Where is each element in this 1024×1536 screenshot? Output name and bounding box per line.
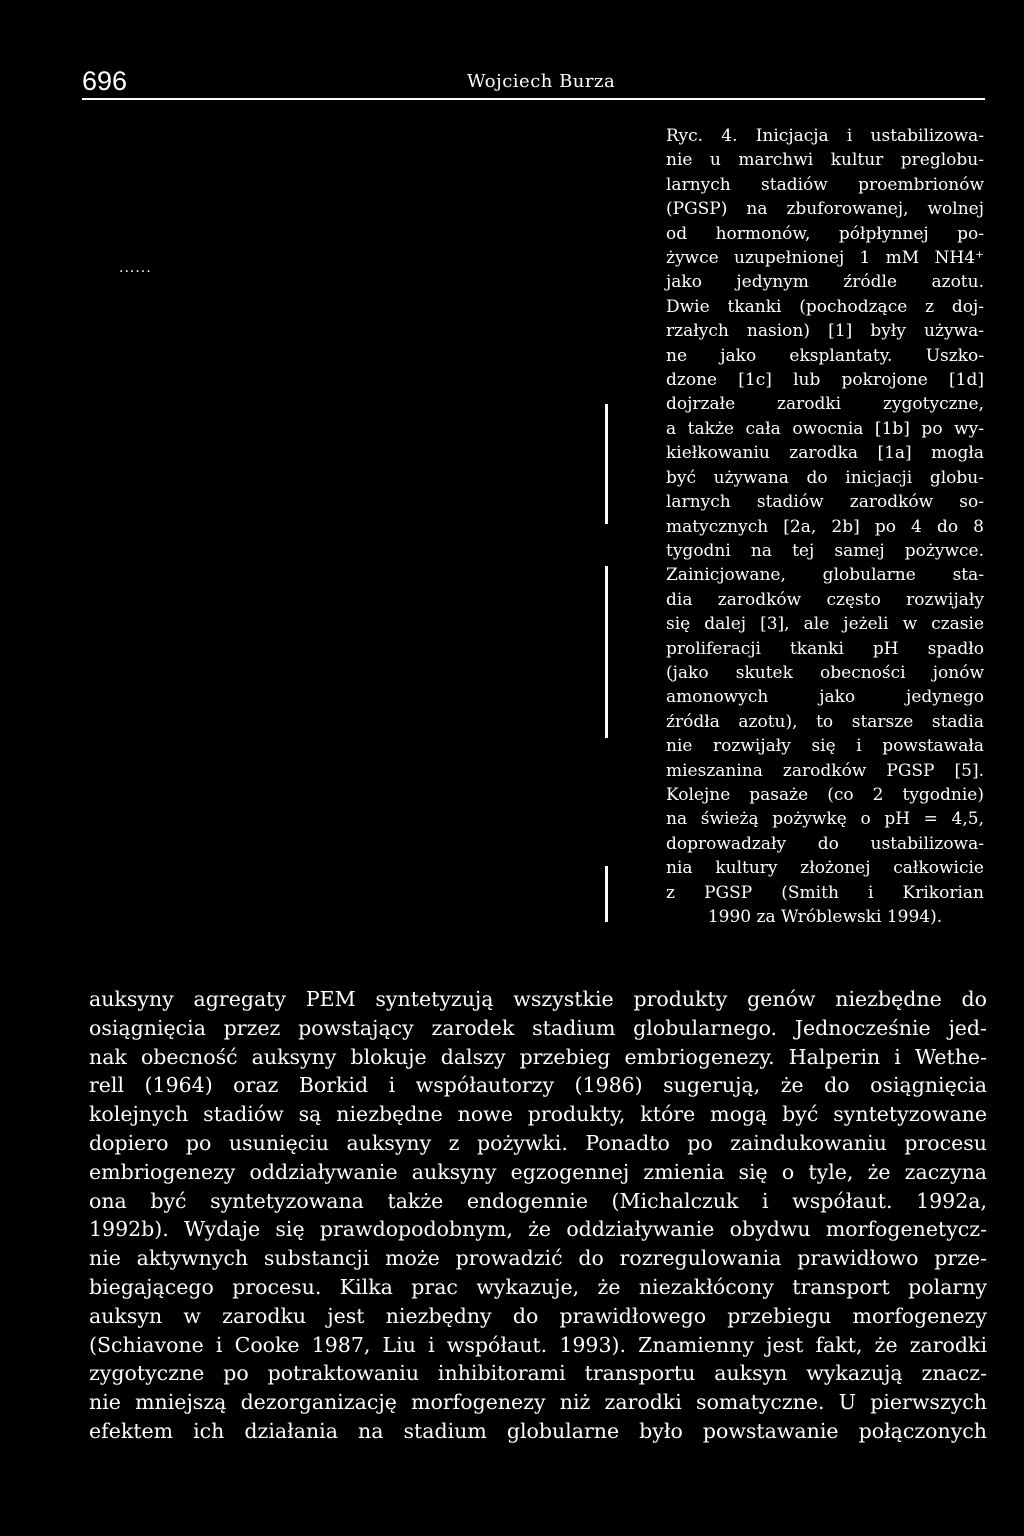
body-line: nie mniejszą dezorganizację morfogenezy niż zarodki somatyczne. U pierwszych: [89, 1390, 987, 1415]
caption-line: nie rozwijały się i powstawała: [666, 736, 984, 757]
caption-line: być używana do inicjacji globu-: [666, 467, 984, 488]
figure-placeholder-dots: ......: [119, 260, 152, 276]
body-line: 1992b). Wydaje się prawdopodobnym, że oddziaływanie obydwu morfogenetycz-: [89, 1217, 987, 1242]
body-line: (Schiavone i Cooke 1987, Liu i współaut. 1993). Znamienny jest fakt, że zarodki: [89, 1332, 987, 1357]
caption-line: na świeżą pożywkę o pH = 4,5,: [666, 809, 984, 830]
caption-line: Kolejne pasaże (co 2 tygodnie): [666, 784, 984, 805]
caption-line: 1990 za Wróblewski 1994).: [707, 907, 943, 927]
caption-line: źródła azotu), to starsze stadia: [666, 711, 984, 732]
caption-line: (PGSP) na zbuforowanej, wolnej: [666, 199, 984, 220]
margin-marker: [605, 404, 608, 524]
page-number: 696: [82, 66, 128, 96]
caption-line: proliferacji tkanki pH spadło: [666, 638, 984, 659]
caption-line: dia zarodków często rozwijały: [666, 589, 984, 610]
caption-line: się dalej [3], ale jeżeli w czasie: [666, 614, 984, 635]
body-paragraph: [89, 985, 987, 1446]
body-line: efektem ich działania na stadium globularne było powstawanie połączonych: [89, 1418, 987, 1443]
body-line: nie aktywnych substancji może prowadzić do rozregulowania prawidłowo prze-: [89, 1246, 987, 1271]
caption-line: Ryc. 4. Inicjacja i ustabilizowa-: [666, 126, 984, 146]
running-head: Wojciech Burza: [467, 71, 616, 92]
body-line: nak obecność auksyny blokuje dalszy przebieg embriogenezy. Halperin i Wethe-: [89, 1044, 987, 1069]
body-line: kolejnych stadiów są niezbędne nowe produkty, które mogą być syntetyzowane: [89, 1102, 987, 1127]
body-line: osiągnięcia przez powstający zarodek stadium globularnego. Jednocześnie jed-: [89, 1015, 987, 1040]
body-line: ona być syntetyzowana także endogennie (Michalczuk i współaut. 1992a,: [89, 1188, 987, 1213]
caption-line: dojrzałe zarodki zygotyczne,: [666, 394, 984, 415]
caption-line: a także cała owocnia [1b] po wy-: [666, 418, 984, 439]
caption-line: larnych stadiów zarodków so-: [666, 492, 984, 513]
caption-line: jako jedynym źródle azotu.: [666, 272, 984, 293]
body-line: auksyny agregaty PEM syntetyzują wszystkie produkty genów niezbędne do: [89, 987, 987, 1011]
caption-line: Zainicjowane, globularne sta-: [666, 565, 984, 586]
caption-line: nie u marchwi kultur preglobu-: [666, 150, 984, 171]
margin-marker: [605, 566, 608, 738]
body-line: auksyn w zarodku jest niezbędny do prawidłowego przebiegu morfogenezy: [89, 1303, 987, 1328]
caption-line: larnych stadiów proembrionów: [666, 174, 984, 195]
margin-marker: [605, 866, 608, 922]
caption-line: tygodni na tej samej pożywce.: [666, 540, 984, 561]
caption-line: matycznych [2a, 2b] po 4 do 8: [666, 516, 984, 537]
caption-line: dzone [1c] lub pokrojone [1d]: [666, 370, 984, 391]
body-line: embriogenezy oddziaływanie auksyny egzogennej zmienia się o tyle, że zaczyna: [89, 1159, 987, 1184]
page-header: [82, 64, 985, 100]
caption-line: ne jako eksplantaty. Uszko-: [666, 345, 984, 366]
caption-line: od hormonów, półpłynnej po-: [666, 223, 984, 244]
body-line: dopiero po usunięciu auksyny z pożywki. Ponadto po zaindukowaniu procesu: [89, 1130, 987, 1155]
body-line: zygotyczne po potraktowaniu inhibitorami transportu auksyn wykazują znacz-: [89, 1361, 987, 1386]
caption-line: amonowych jako jedynego: [666, 687, 984, 708]
caption-line: z PGSP (Smith i Krikorian: [666, 882, 984, 903]
body-line: rell (1964) oraz Borkid i współautorzy (1986) sugerują, że do osiągnięcia: [89, 1073, 987, 1098]
caption-line: żywce uzupełnionej 1 mM NH4⁺: [666, 248, 984, 269]
caption-line: rzałych nasion) [1] były używa-: [666, 321, 984, 342]
caption-line: (jako skutek obecności jonów: [666, 662, 984, 683]
caption-line: mieszanina zarodków PGSP [5].: [666, 760, 984, 781]
caption-line: doprowadzały do ustabilizowa-: [666, 833, 984, 854]
figure-caption: [666, 124, 984, 929]
caption-line: nia kultury złożonej całkowicie: [666, 858, 984, 879]
caption-line: Dwie tkanki (pochodzące z doj-: [666, 296, 984, 317]
body-line: biegającego procesu. Kilka prac wykazuje, że niezakłócony transport polarny: [89, 1274, 987, 1299]
caption-line: kiełkowaniu zarodka [1a] mogła: [666, 443, 984, 464]
